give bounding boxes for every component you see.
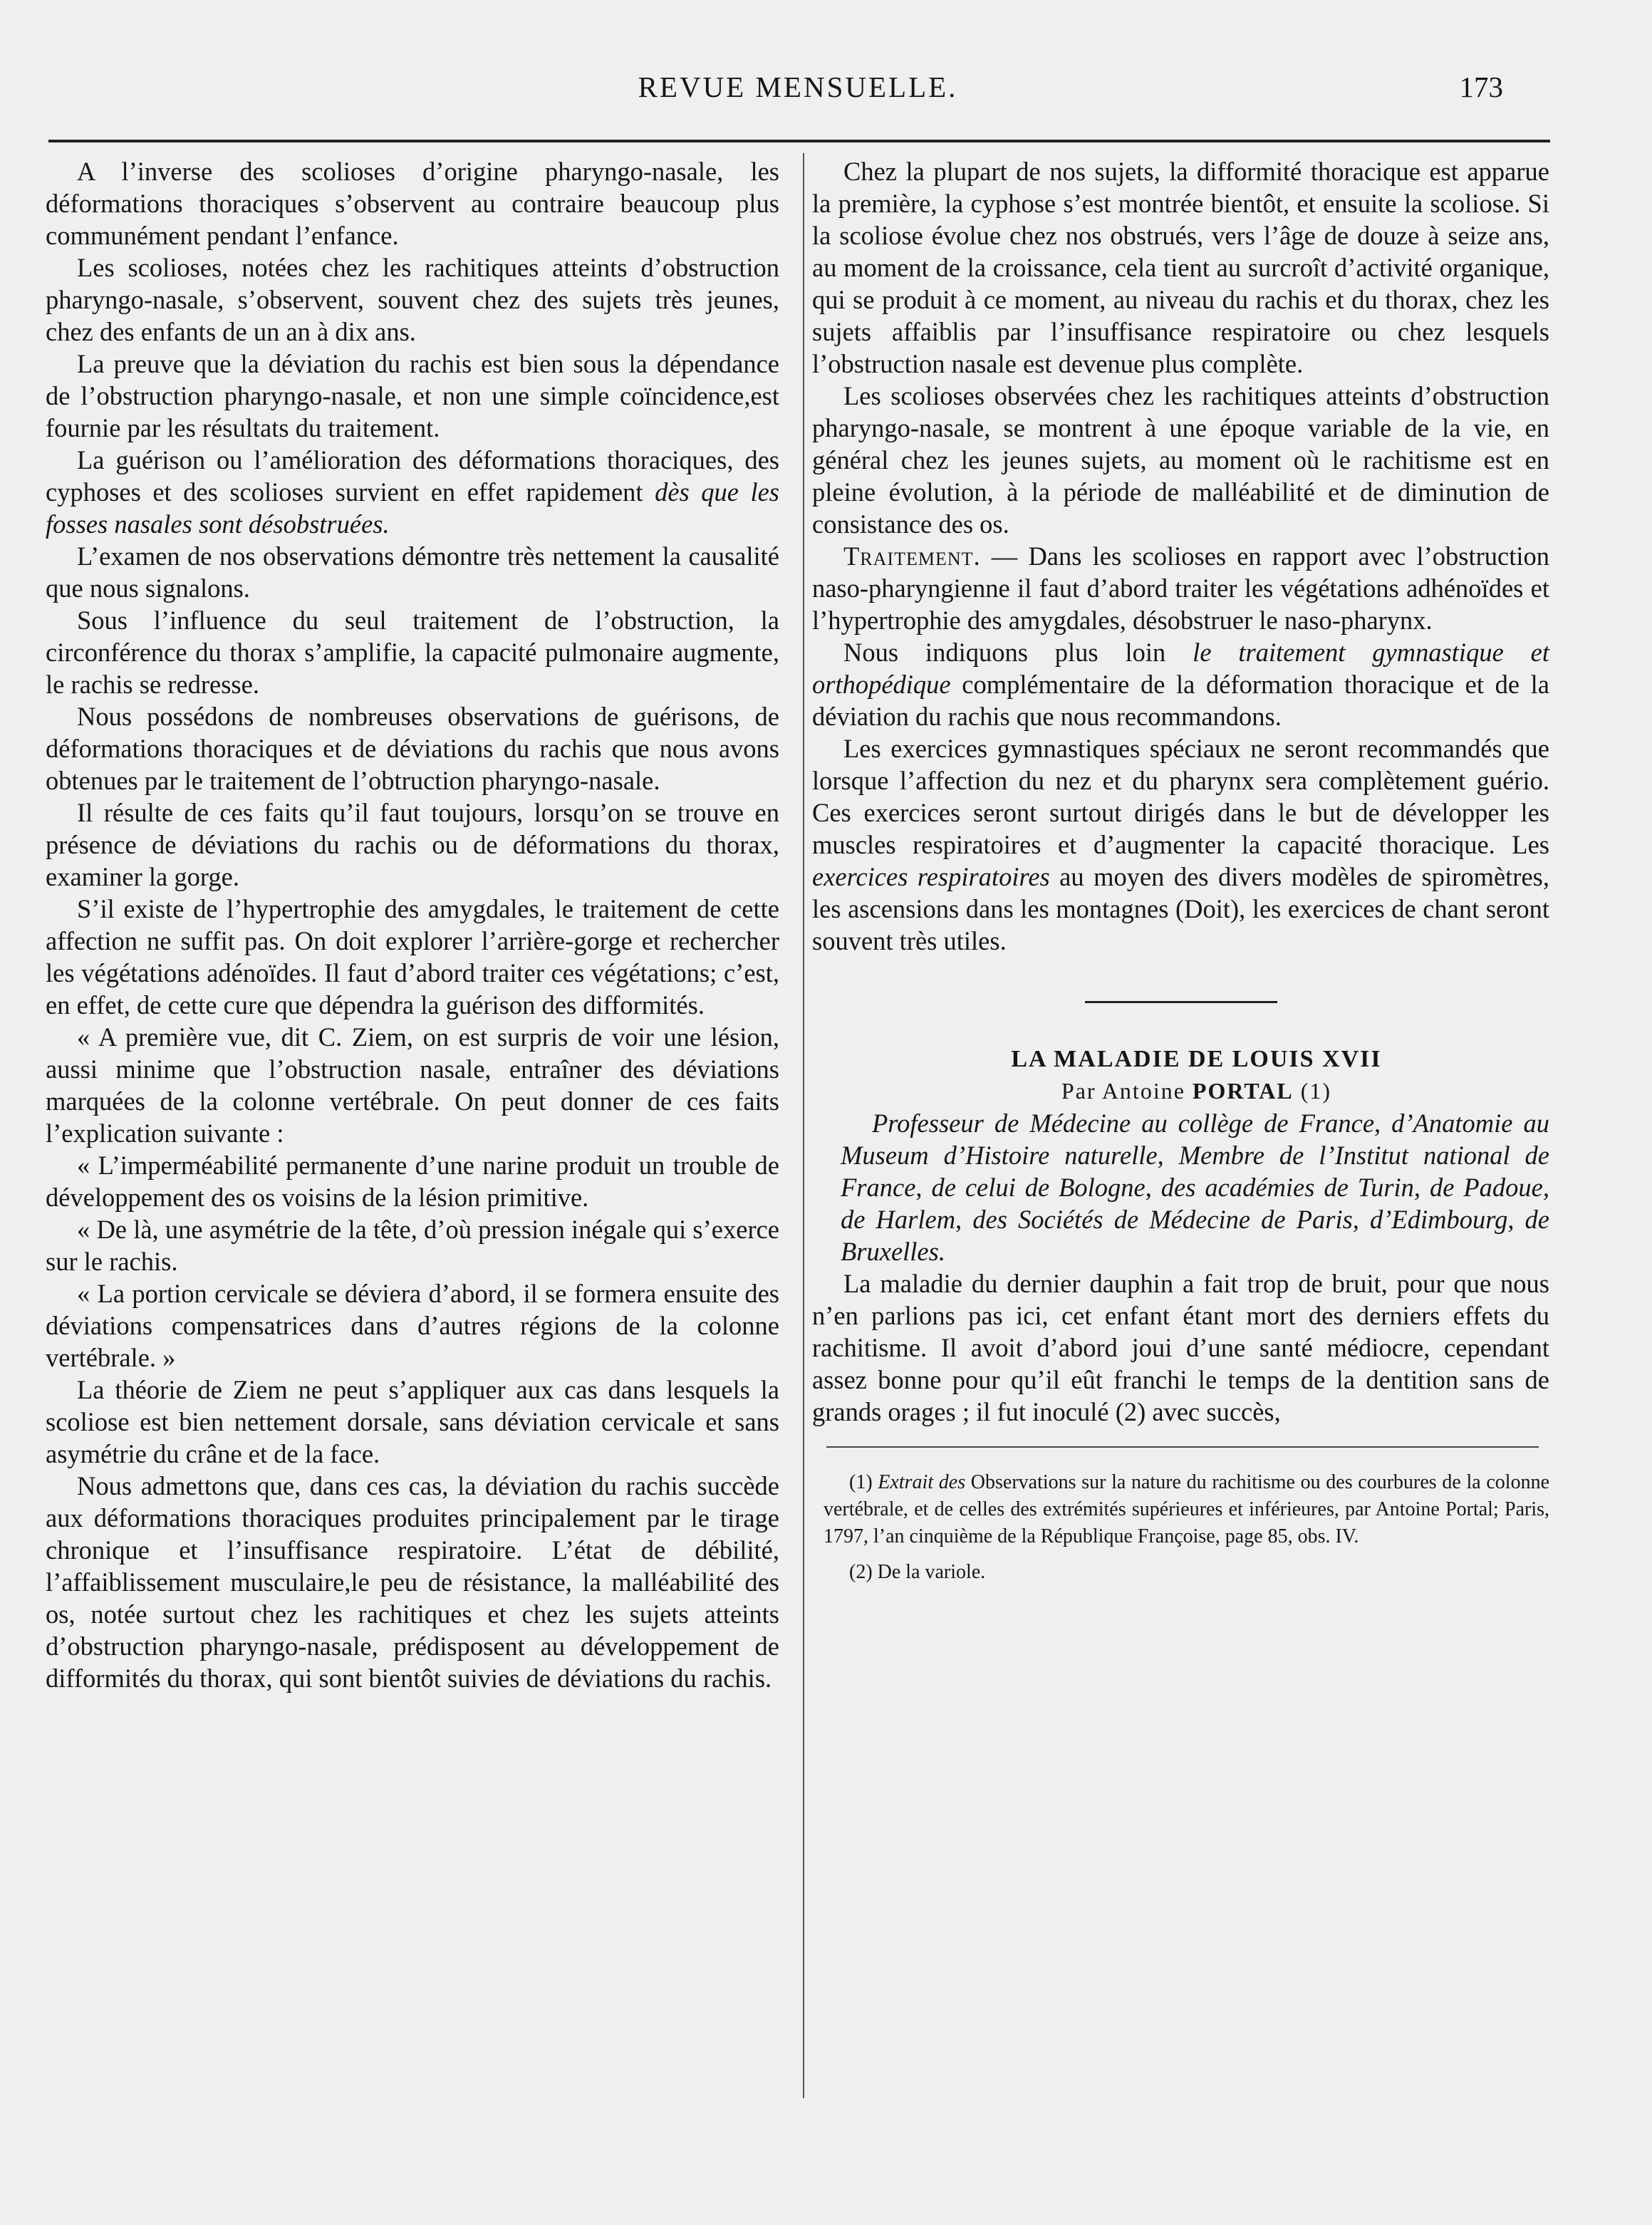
paragraph: Il résulte de ces faits qu’il faut toujours, lorsqu’on se trouve en présence de déviations du rachis ou de déformations du thorax, examiner la gorge. [46, 798, 779, 891]
treatment-paragraph [812, 540, 1549, 636]
paragraph [46, 444, 779, 540]
byline [812, 1075, 1549, 1107]
footnote-2: (2) De la variole. [849, 1561, 986, 1583]
paragraph: La maladie du dernier dauphin a fait trop de bruit, pour que nous n’en parlions pas ici, cet enfant étant mort des derniers effets du rachitisme. Il avoit d’abord joui d’une santé médiocre, cependant assez bonne pour qu’il eût franchi le temps de la dentition sans de grands orages ; il fut inoculé (2) avec succès, [812, 1269, 1549, 1426]
paragraph: Chez la plupart de nos sujets, la difformité thoracique est apparue la première, la cyphose s’est montrée bientôt, et ensuite la scoliose. Si la scoliose évolue chez nos obstrués, vers l’âge de douze à seize ans, au moment de la croissance, cela tient au surcroît d’activité organique, qui se produit à ce moment, au niveau du rachis et du thorax, chez les sujets affaiblis par l’insuffisance respiratoire ou chez lesquels l’obstruction nasale est devenue plus complète. [812, 157, 1549, 378]
quote-paragraph: « De là, une asymétrie de la tête, d’où pression inégale qui s’exerce sur le rachis. [46, 1215, 779, 1276]
paragraph: Les scolioses, notées chez les rachitiques atteints d’obstruction pharyngo-nasale, s’observent, souvent chez des sujets très jeunes, chez des enfants de un an à dix ans. [46, 253, 779, 346]
footnote-1 [824, 1469, 1549, 1550]
italic-phrase: dès que les fosses nasales sont désobstruées. [46, 477, 780, 539]
footnote-ref: (1) [1293, 1078, 1332, 1104]
paragraph: La preuve que la déviation du rachis est bien sous la dépendance de l’obstruction pharyngo-nasale, et non une simple coïncidence,est fournie par les résultats du traitement. [46, 349, 779, 442]
section-separator-rule [1085, 1001, 1277, 1003]
italic-phrase: le traitement gymnastique et orthopédique [812, 638, 1549, 699]
running-head [43, 70, 1553, 113]
quote-paragraph: « La portion cervicale se déviera d’abord, il se formera ensuite des déviations compensatrices dans d’autres régions de la colonne vertébrale. » [46, 1279, 779, 1372]
byline-prefix: Par Antoine [1061, 1078, 1193, 1104]
footnote-text: Observations sur la nature du rachitisme ou des courbures de la colonne vertébrale, et de celles des extrémités supérieures et inférieures, par Antoine Portal; Paris, 1797, l’an cinquième de la République Françoise, page 85, obs. IV. [824, 1471, 1549, 1547]
section-label: Traitement. [843, 541, 981, 571]
column-divider [803, 153, 804, 2098]
paragraph: Nous possédons de nombreuses observations de guérisons, de déformations thoraciques et de déviations du rachis que nous avons obtenues par le traitement de l’obtruction pharyngo-nasale. [46, 702, 779, 795]
paragraph-text: — Dans les scolioses en rapport avec l’obstruction naso-pharyngienne il faut d’abord traiter les végétations adhénoïdes et l’hypertrophie des amygdales, désobstruer le naso-pharynx. [812, 541, 1549, 635]
paragraph [812, 636, 1549, 732]
paragraph-text: complémentaire de la déformation thoracique et de la déviation du rachis que nous recommandons. [812, 670, 1549, 731]
left-column [46, 155, 779, 1694]
paragraph: La théorie de Ziem ne peut s’appliquer aux cas dans lesquels la scoliose est bien nettement dorsale, sans déviation cervicale et sans asymétrie du crâne et de la face. [46, 1375, 779, 1468]
italic-phrase: exercices respiratoires [812, 862, 1050, 891]
author-credentials: Professeur de Médecine au collège de France, d’Anatomie au Museum d’Histoire naturelle, Membre de l’Institut national de France, de celui de Bologne, des académies de Turin, de Padoue, de Harlem, des Sociétés de Médecine de Paris, d’Edimbourg, de Bruxelles. [841, 1109, 1549, 1266]
paragraph: Sous l’influence du seul traitement de l’obstruction, la circonférence du thorax s’amplifie, la capacité pulmonaire augmente, le rachis se redresse. [46, 606, 779, 699]
footnote-rule [826, 1446, 1539, 1448]
footnote-italic: Extrait des [878, 1471, 966, 1493]
paragraph-text: Nous indiquons plus loin [843, 638, 1193, 667]
paragraph [812, 732, 1549, 957]
quote-paragraph: « A première vue, dit C. Ziem, on est surpris de voir une lésion, aussi minime que l’obstruction nasale, entraîner des déviations marquées de la colonne vertébrale. On peut donner de ces faits l’explication suivante : [46, 1022, 779, 1148]
author-name: PORTAL [1192, 1078, 1294, 1104]
paragraph-text: Les exercices gymnastiques spéciaux ne seront recommandés que lorsque l’affection du nez et du pharynx sera complètement guério. Ces exercices seront surtout dirigés dans le but de développer les muscles respiratoires et d’augmenter la capacité thoracique. Les [812, 734, 1549, 859]
footnotes [824, 1469, 1549, 1586]
article-title: LA MALADIE DE LOUIS XVII [1011, 1046, 1382, 1072]
running-title: REVUE MENSUELLE. [638, 71, 958, 103]
paragraph: Nous admettons que, dans ces cas, la déviation du rachis succède aux déformations thoraciques produites principalement par le tirage chronique et l’insuffisance respiratoire. L’état de débilité, l’affaiblissement musculaire,le peu de résistance, la malléabilité des os, notée surtout chez les rachitiques et chez les sujets atteints d’obstruction pharyngo-nasale, prédisposent au développement de difformités du thorax, qui sont bientôt suivies de déviations du rachis. [46, 1471, 779, 1693]
paragraph: A l’inverse des scolioses d’origine pharyngo-nasale, les déformations thoraciques s’observent au contraire beaucoup plus communément pendant l’enfance. [46, 157, 779, 250]
paragraph: L’examen de nos observations démontre très nettement la causalité que nous signalons. [46, 541, 779, 603]
paragraph: Les scolioses observées chez les rachitiques atteints d’obstruction pharyngo-nasale, se montrent à une époque variable de la vie, en général chez les jeunes sujets, au moment où le rachitisme est en pleine évolution, à la période de malléabilité et de diminution de consistance des os. [812, 381, 1549, 539]
footnote-number: (1) [849, 1471, 878, 1493]
paragraph-text: La guérison ou l’amélioration des déformations thoraciques, des cyphoses et des scolioses survient en effet rapidement [46, 445, 779, 507]
right-column [812, 155, 1549, 1594]
quote-paragraph: « L’imperméabilité permanente d’une narine produit un trouble de développement des os voisins de la lésion primitive. [46, 1151, 779, 1212]
page-number: 173 [1459, 71, 1503, 103]
header-rule [48, 140, 1550, 142]
paragraph: S’il existe de l’hypertrophie des amygdales, le traitement de cette affection ne suffit pas. On doit explorer l’arrière-gorge et rechercher les végétations adénoïdes. Il faut d’abord traiter ces végétations; c’est, en effet, de cette cure que dépendra la guérison des difformités. [46, 894, 779, 1020]
paragraph-text: au moyen des divers modèles de spiromètres, les ascensions dans les montagnes (Doit), les exercices de chant seront souvent très utiles. [812, 862, 1549, 955]
